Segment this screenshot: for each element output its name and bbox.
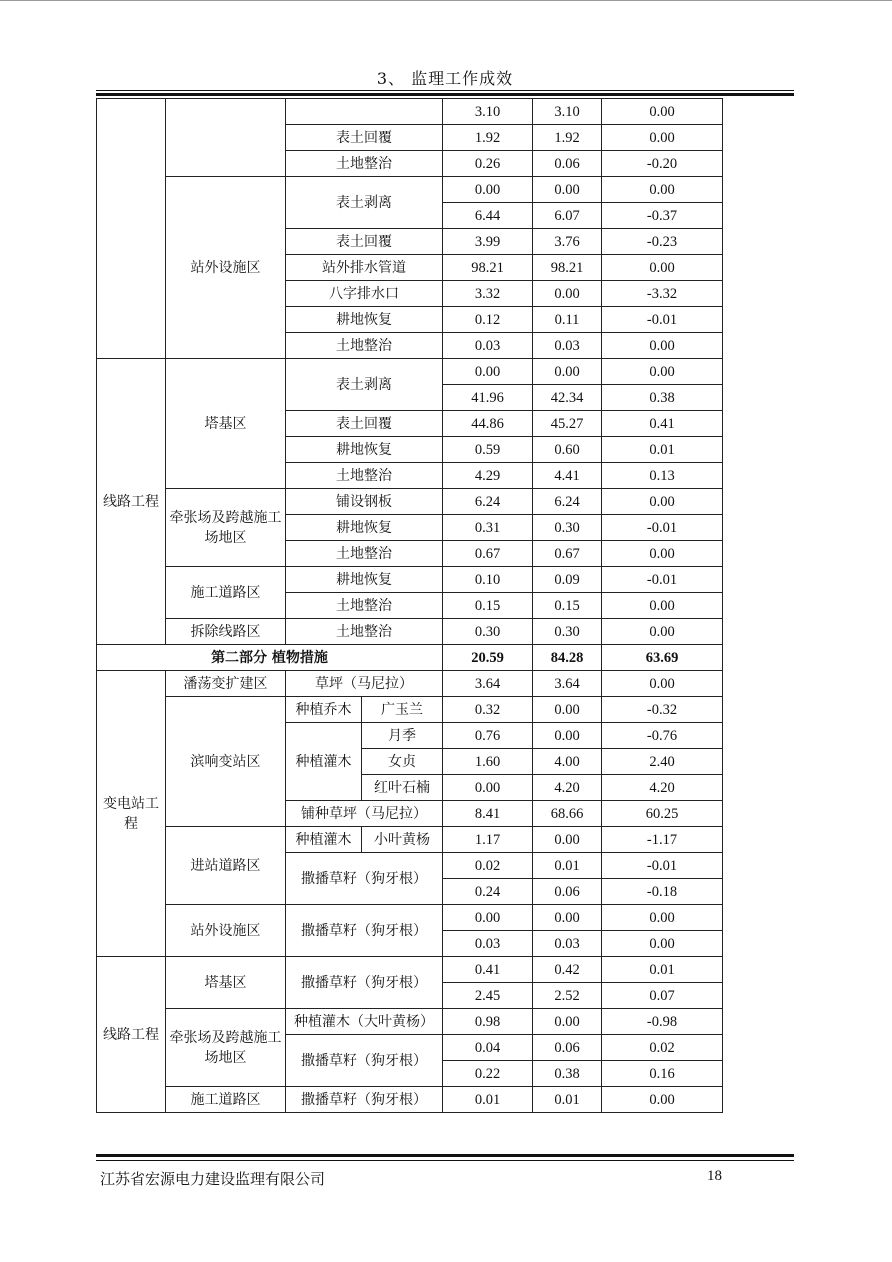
value-cell: 3.64 <box>443 671 533 697</box>
value-cell: 0.00 <box>602 177 723 203</box>
measure-cell: 撒播草籽（狗牙根） <box>286 853 443 905</box>
value-cell: 0.00 <box>602 359 723 385</box>
value-cell: 0.12 <box>443 307 533 333</box>
measure-cell: 表土回覆 <box>286 125 443 151</box>
value-cell: 0.38 <box>602 385 723 411</box>
value-cell: 0.06 <box>533 1035 602 1061</box>
value-cell: 0.30 <box>533 515 602 541</box>
table-row <box>97 671 723 697</box>
project-cell: 变电站工程 <box>97 671 166 957</box>
value-cell: 0.10 <box>443 567 533 593</box>
value-cell: 0.04 <box>443 1035 533 1061</box>
value-cell: 0.67 <box>533 541 602 567</box>
area-cell: 施工道路区 <box>166 567 286 619</box>
value-cell: 4.29 <box>443 463 533 489</box>
value-cell: 98.21 <box>533 255 602 281</box>
value-cell: 42.34 <box>533 385 602 411</box>
table-row <box>97 567 723 593</box>
value-cell: 0.15 <box>443 593 533 619</box>
value-cell: 0.01 <box>533 853 602 879</box>
table-row <box>97 99 723 125</box>
species-cell: 红叶石楠 <box>362 775 443 801</box>
value-cell: 3.76 <box>533 229 602 255</box>
value-cell: 3.64 <box>533 671 602 697</box>
value-cell: 45.27 <box>533 411 602 437</box>
value-cell: -0.01 <box>602 567 723 593</box>
value-cell: -0.20 <box>602 151 723 177</box>
area-cell: 塔基区 <box>166 359 286 489</box>
species-cell: 小叶黄杨 <box>362 827 443 853</box>
value-cell: 0.00 <box>602 619 723 645</box>
value-cell: 6.24 <box>443 489 533 515</box>
value-cell: 63.69 <box>602 645 723 671</box>
measure-cell: 耕地恢复 <box>286 567 443 593</box>
value-cell: 0.67 <box>443 541 533 567</box>
value-cell: 44.86 <box>443 411 533 437</box>
area-cell: 进站道路区 <box>166 827 286 905</box>
value-cell: 0.00 <box>533 177 602 203</box>
value-cell: 0.00 <box>533 697 602 723</box>
measure-cell: 土地整治 <box>286 463 443 489</box>
header-rule-thin <box>96 90 794 91</box>
value-cell: 0.24 <box>443 879 533 905</box>
value-cell: 0.09 <box>533 567 602 593</box>
value-cell: 0.07 <box>602 983 723 1009</box>
value-cell: 0.02 <box>443 853 533 879</box>
value-cell: 0.11 <box>533 307 602 333</box>
value-cell: 0.01 <box>443 1087 533 1113</box>
measure-cell: 站外排水管道 <box>286 255 443 281</box>
value-cell: 6.07 <box>533 203 602 229</box>
value-cell: 0.30 <box>443 619 533 645</box>
measure-cell: 铺种草坪（马尼拉） <box>286 801 443 827</box>
measure-cell: 表土剥离 <box>286 177 443 229</box>
measure-cell: 撒播草籽（狗牙根） <box>286 1035 443 1087</box>
value-cell: 41.96 <box>443 385 533 411</box>
value-cell: 1.92 <box>443 125 533 151</box>
value-cell: 0.03 <box>533 931 602 957</box>
value-cell: 1.92 <box>533 125 602 151</box>
measure-cell: 土地整治 <box>286 541 443 567</box>
value-cell: 0.00 <box>533 1009 602 1035</box>
value-cell: 0.00 <box>602 671 723 697</box>
value-cell: -1.17 <box>602 827 723 853</box>
measure-cell: 耕地恢复 <box>286 307 443 333</box>
measure-cell: 八字排水口 <box>286 281 443 307</box>
value-cell: 0.98 <box>443 1009 533 1035</box>
area-cell: 塔基区 <box>166 957 286 1009</box>
area-cell: 潘荡变扩建区 <box>166 671 286 697</box>
value-cell: -0.37 <box>602 203 723 229</box>
value-cell: 0.00 <box>602 905 723 931</box>
page-number: 18 <box>707 1168 722 1184</box>
value-cell: 0.00 <box>602 99 723 125</box>
value-cell: 0.16 <box>602 1061 723 1087</box>
value-cell: 0.00 <box>602 333 723 359</box>
value-cell: 0.00 <box>602 489 723 515</box>
table-row <box>97 1009 723 1035</box>
value-cell: 4.20 <box>533 775 602 801</box>
value-cell: 0.41 <box>443 957 533 983</box>
value-cell: 1.17 <box>443 827 533 853</box>
measure-cell: 土地整治 <box>286 593 443 619</box>
species-cell: 女贞 <box>362 749 443 775</box>
value-cell: 0.03 <box>533 333 602 359</box>
value-cell: 0.00 <box>602 541 723 567</box>
value-cell: 0.00 <box>443 177 533 203</box>
table-row <box>97 905 723 931</box>
value-cell: 0.00 <box>533 359 602 385</box>
value-cell: 0.06 <box>533 879 602 905</box>
measure-cell: 草坪（马尼拉） <box>286 671 443 697</box>
value-cell: 0.22 <box>443 1061 533 1087</box>
table-row <box>97 1087 723 1113</box>
value-cell: 0.01 <box>602 437 723 463</box>
footer-company: 江苏省宏源电力建设监理有限公司 <box>100 1170 326 1188</box>
value-cell: 0.00 <box>602 931 723 957</box>
measure-cell: 表土剥离 <box>286 359 443 411</box>
measure-cell: 撒播草籽（狗牙根） <box>286 1087 443 1113</box>
value-cell: 4.20 <box>602 775 723 801</box>
table-row <box>97 697 723 723</box>
area-cell: 施工道路区 <box>166 1087 286 1113</box>
measure-cell: 耕地恢复 <box>286 515 443 541</box>
value-cell: -0.98 <box>602 1009 723 1035</box>
table-row <box>97 827 723 853</box>
value-cell: 2.40 <box>602 749 723 775</box>
measure-cell: 种植灌木 <box>286 827 362 853</box>
area-cell: 拆除线路区 <box>166 619 286 645</box>
value-cell: 0.30 <box>533 619 602 645</box>
value-cell: 0.76 <box>443 723 533 749</box>
value-cell: 0.32 <box>443 697 533 723</box>
value-cell: -3.32 <box>602 281 723 307</box>
value-cell: 2.45 <box>443 983 533 1009</box>
value-cell: 0.00 <box>533 723 602 749</box>
header-rule-thick <box>96 93 794 96</box>
footer-rule-thin <box>96 1160 794 1161</box>
value-cell: 0.00 <box>443 359 533 385</box>
area-cell: 牵张场及跨越施工场地区 <box>166 1009 286 1087</box>
value-cell: 0.00 <box>602 255 723 281</box>
page-top-border <box>0 0 892 1</box>
value-cell: -0.23 <box>602 229 723 255</box>
species-cell: 月季 <box>362 723 443 749</box>
value-cell: 0.00 <box>533 281 602 307</box>
value-cell: 0.06 <box>533 151 602 177</box>
value-cell: 1.60 <box>443 749 533 775</box>
area-cell <box>166 99 286 177</box>
measure-cell: 土地整治 <box>286 619 443 645</box>
project-cell: 线路工程 <box>97 957 166 1113</box>
page-header-title: 3、 监理工作成效 <box>376 69 514 88</box>
table-row <box>97 359 723 385</box>
measure-cell: 表土回覆 <box>286 411 443 437</box>
value-cell: 60.25 <box>602 801 723 827</box>
measure-cell: 耕地恢复 <box>286 437 443 463</box>
area-cell: 站外设施区 <box>166 905 286 957</box>
value-cell: 0.01 <box>533 1087 602 1113</box>
value-cell: -0.32 <box>602 697 723 723</box>
value-cell: -0.01 <box>602 307 723 333</box>
measure-cell: 撒播草籽（狗牙根） <box>286 957 443 1009</box>
value-cell: 0.00 <box>602 125 723 151</box>
table-row <box>97 177 723 203</box>
area-cell: 滨响变站区 <box>166 697 286 827</box>
measures-table <box>96 98 723 1113</box>
value-cell: 4.41 <box>533 463 602 489</box>
value-cell: 20.59 <box>443 645 533 671</box>
value-cell: 0.00 <box>602 593 723 619</box>
value-cell: -0.01 <box>602 515 723 541</box>
project-cell <box>97 99 166 359</box>
measure-cell: 土地整治 <box>286 333 443 359</box>
measure-cell <box>286 99 443 125</box>
value-cell: 3.32 <box>443 281 533 307</box>
measure-cell: 铺设钢板 <box>286 489 443 515</box>
value-cell: 3.10 <box>533 99 602 125</box>
value-cell: 0.41 <box>602 411 723 437</box>
measure-cell: 种植灌木（大叶黄杨） <box>286 1009 443 1035</box>
footer-rule-thick <box>96 1154 794 1157</box>
value-cell: 6.44 <box>443 203 533 229</box>
value-cell: 0.42 <box>533 957 602 983</box>
section-row <box>97 645 723 671</box>
measure-cell: 种植乔木 <box>286 697 362 723</box>
value-cell: 3.10 <box>443 99 533 125</box>
value-cell: 84.28 <box>533 645 602 671</box>
value-cell: 68.66 <box>533 801 602 827</box>
value-cell: 0.00 <box>533 827 602 853</box>
measure-cell: 表土回覆 <box>286 229 443 255</box>
area-cell: 牵张场及跨越施工场地区 <box>166 489 286 567</box>
project-cell: 线路工程 <box>97 359 166 645</box>
measure-cell: 土地整治 <box>286 151 443 177</box>
value-cell: 0.02 <box>602 1035 723 1061</box>
table-row <box>97 619 723 645</box>
value-cell: 0.59 <box>443 437 533 463</box>
value-cell: 8.41 <box>443 801 533 827</box>
measure-cell: 撒播草籽（狗牙根） <box>286 905 443 957</box>
value-cell: 0.00 <box>443 905 533 931</box>
value-cell: 3.99 <box>443 229 533 255</box>
value-cell: -0.01 <box>602 853 723 879</box>
value-cell: 0.38 <box>533 1061 602 1087</box>
species-cell: 广玉兰 <box>362 697 443 723</box>
value-cell: 0.00 <box>443 775 533 801</box>
table-row <box>97 957 723 983</box>
value-cell: 0.60 <box>533 437 602 463</box>
value-cell: 0.03 <box>443 333 533 359</box>
value-cell: 0.15 <box>533 593 602 619</box>
value-cell: 6.24 <box>533 489 602 515</box>
value-cell: 98.21 <box>443 255 533 281</box>
value-cell: 0.31 <box>443 515 533 541</box>
value-cell: 0.00 <box>533 905 602 931</box>
value-cell: -0.76 <box>602 723 723 749</box>
value-cell: -0.18 <box>602 879 723 905</box>
section-title: 第二部分 植物措施 <box>97 645 443 671</box>
value-cell: 0.03 <box>443 931 533 957</box>
value-cell: 0.00 <box>602 1087 723 1113</box>
value-cell: 4.00 <box>533 749 602 775</box>
value-cell: 2.52 <box>533 983 602 1009</box>
area-cell: 站外设施区 <box>166 177 286 359</box>
value-cell: 0.13 <box>602 463 723 489</box>
measure-cell: 种植灌木 <box>286 723 362 801</box>
value-cell: 0.01 <box>602 957 723 983</box>
value-cell: 0.26 <box>443 151 533 177</box>
table-row <box>97 489 723 515</box>
